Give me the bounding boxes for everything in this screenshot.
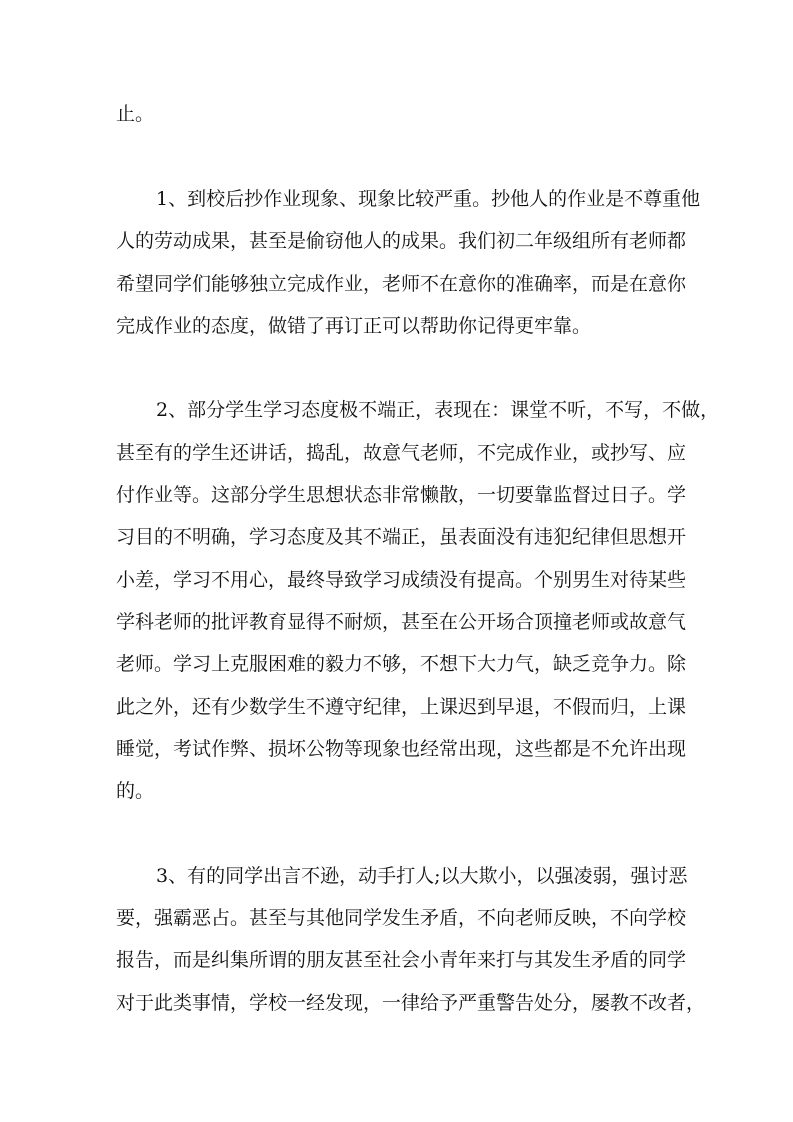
paragraph-1-start: 1、到校后抄作业现象、现象比较严重。抄他人的作业是不尊重他 <box>156 188 701 210</box>
paragraph-3-start: 3、有的同学出言不逊，动手打人;以大欺小，以强凌弱，强讨恶 <box>156 865 688 887</box>
text-line: 付作业等。这部分学生思想状态非常懒散，一切要靠监督过日子。学 <box>116 484 687 506</box>
text-line: 希望同学们能够独立完成作业，老师不在意你的准确率，而是在意你 <box>116 273 687 295</box>
text-line: 甚至有的学生还讲话，捣乱，故意气老师，不完成作业，或抄写、应 <box>116 442 687 464</box>
text-line: 小差，学习不用心，最终导致学习成绩没有提高。个别男生对待某些 <box>116 569 687 591</box>
text-line: 此之外，还有少数学生不遵守纪律，上课迟到早退，不假而归，上课 <box>116 696 687 718</box>
paragraph-2-start: 2、部分学生学习态度极不端正，表现在：课堂不听，不写，不做， <box>156 399 720 421</box>
text-line: 止。 <box>116 103 155 125</box>
text-line: 的。 <box>116 780 155 802</box>
text-line: 学科老师的批评教育显得不耐烦，甚至在公开场合顶撞老师或故意气 <box>116 611 687 633</box>
text-line: 老师。学习上克服困难的毅力不够，不想下大力气，缺乏竞争力。除 <box>116 653 687 675</box>
text-line: 睡觉，考试作弊、损坏公物等现象也经常出现，这些都是不允许出现 <box>116 738 687 760</box>
text-line: 习目的不明确，学习态度及其不端正，虽表面没有违犯纪律但思想开 <box>116 526 687 548</box>
text-line: 完成作业的态度，做错了再订正可以帮助你记得更牢靠。 <box>116 315 592 337</box>
text-line: 报告，而是纠集所谓的朋友甚至社会小青年来打与其发生矛盾的同学 <box>116 949 687 971</box>
text-line: 人的劳动成果，甚至是偷窃他人的成果。我们初二年级组所有老师都 <box>116 230 687 252</box>
text-line: 要，强霸恶占。甚至与其他同学发生矛盾，不向老师反映，不向学校 <box>116 907 687 929</box>
text-line: 对于此类事情，学校一经发现，一律给予严重警告处分，屡教不改者， <box>116 992 706 1014</box>
